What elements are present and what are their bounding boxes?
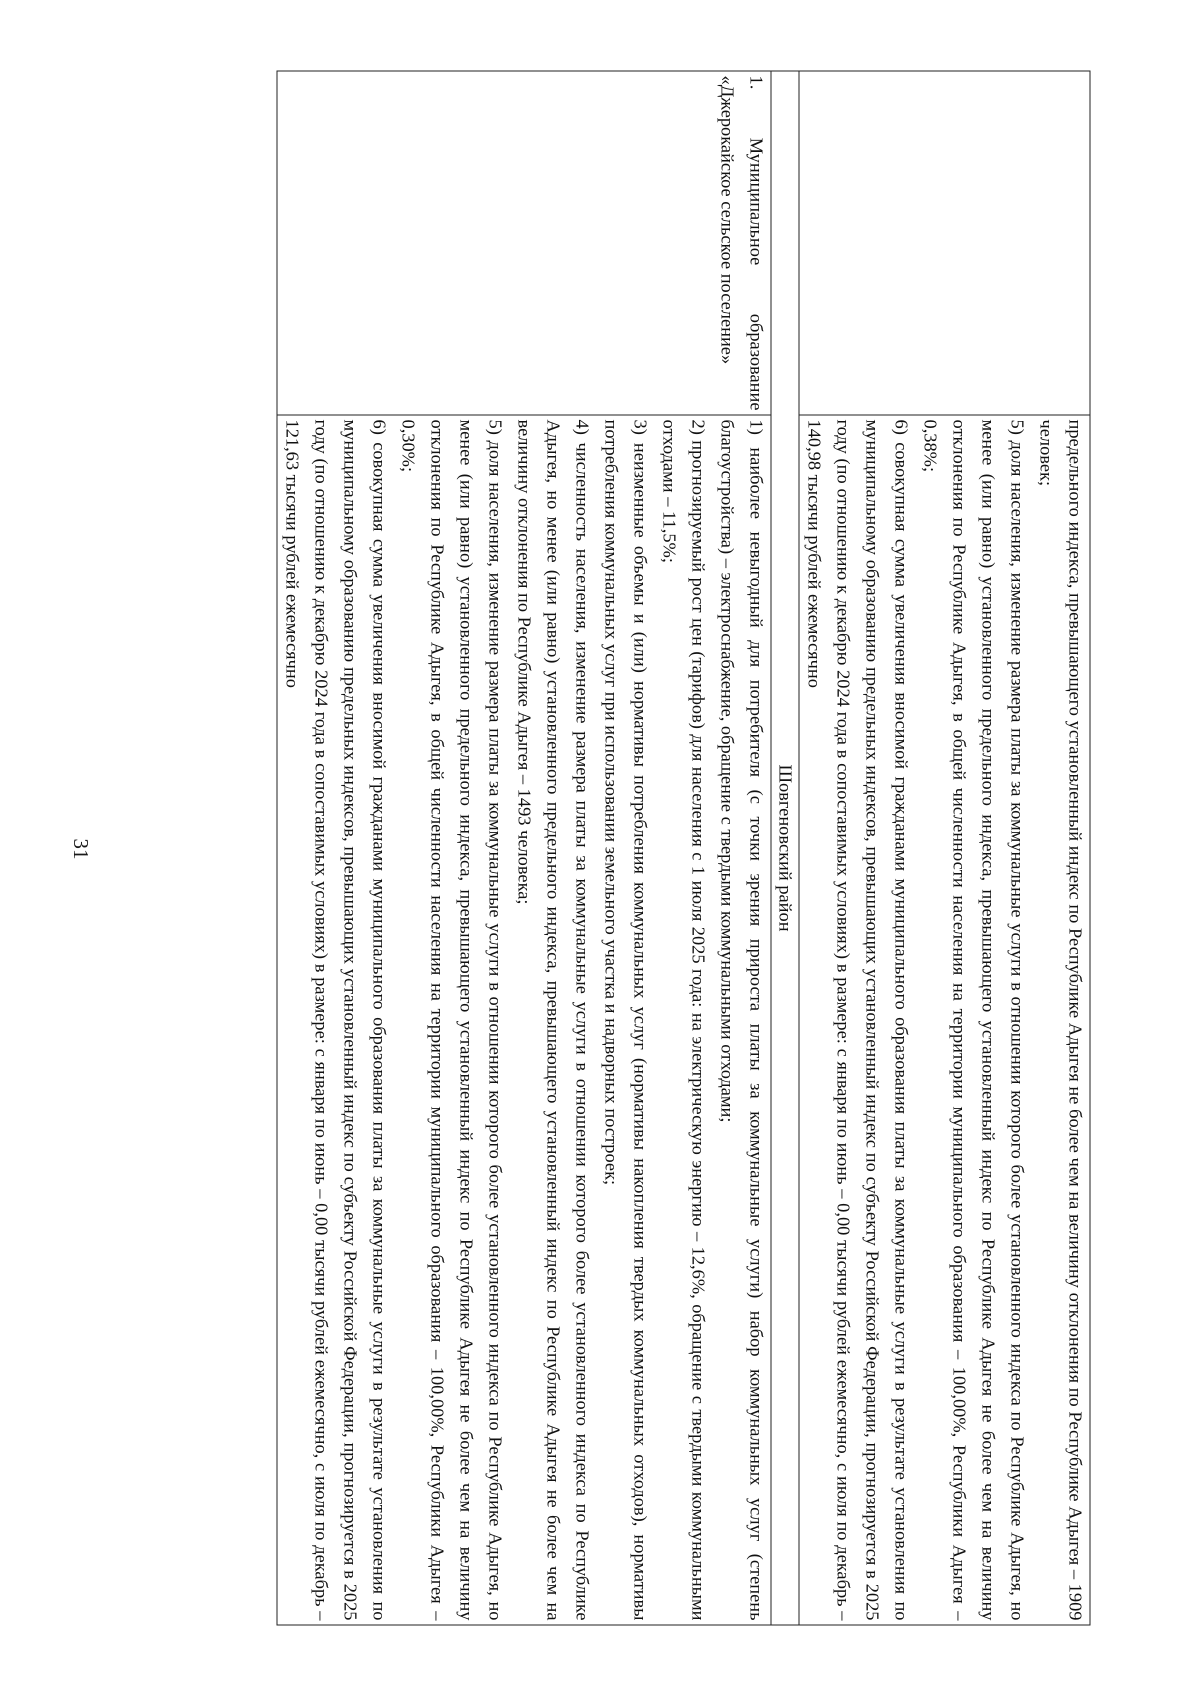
municipality-cell-empty <box>799 71 1090 415</box>
indicator-paragraph: 4) численность населения, изменение размера платы за коммунальные услуги в отношении которого более установленного индекса по Республике Адыгея, но менее (или равно) установленного предельного индекса, превышающего установленный индекс по Республике Адыгея не более чем на величину отклонения по Республике Адыгея – 1493 человека; <box>514 419 593 1621</box>
forecast-table <box>277 71 1091 1626</box>
page-number: 31 <box>69 838 93 860</box>
indicator-paragraph: 6) совокупная сумма увеличения вносимой гражданами муниципального образования платы за коммунальные услуги в результате установления по муниципальному образованию предельных индексов, превышающих установленный индекс по субъекту Российской Федерации, прогнозируется в 2025 году (по отношению к декабрю 2024 года в сопоставимых условиях) в размере: с января по июнь – 0,00 тысячи рублей ежемесячно, с июля по декабрь – 140,98 тысячи рублей ежемесячно <box>804 419 912 1621</box>
indicator-paragraph: 2) прогнозируемый рост цен (тарифов) для населения с 1 июля 2025 года: на электрическую энергию – 12,6%, обращение с твердыми коммунальными отходами – 11,5%; <box>659 419 709 1621</box>
municipality-name-cell: 1. Муниципальное образование «Джерокайское сельское поселение» <box>277 71 771 415</box>
table-row-municipality <box>277 71 771 1625</box>
indicators-cell-continuation <box>799 415 1090 1625</box>
district-header: Шовгеновский район <box>771 71 799 1625</box>
table-row-continuation <box>799 71 1090 1625</box>
indicator-paragraph: предельного индекса, превышающего установленный индекс по Республике Адыгея не более чем на величину отклонения по Республике Адыгея – 1909 человек; <box>1036 419 1086 1621</box>
indicators-cell <box>277 415 771 1625</box>
indicator-paragraph: 5) доля населения, изменение размера платы за коммунальные услуги в отношении которого более установленного индекса по Республике Адыгея, но менее (или равно) установленного предельного индекса, превышающего установленный индекс по Республике Адыгея не более чем на величину отклонения по Республике Адыгея, в общей численности населения на территории муниципального образования – 100,00%, Республики Адыгея – 0,30%; <box>398 419 506 1621</box>
rotated-table-container <box>111 71 1091 1626</box>
indicator-paragraph: 3) неизменные объемы и (или) нормативы потребления коммунальных услуг (нормативы накопления твердых коммунальных отходов), нормативы потребления коммунальных услуг при использовании земельного участка и надворных построек; <box>601 419 651 1621</box>
district-header-row <box>771 71 799 1625</box>
indicator-paragraph: 1) наиболее невыгодный для потребителя (с точки зрения прироста платы за коммунальные услуги) набор коммунальных услуг (степень благоустройства) – электроснабжение, обращение с твердыми коммунальными отходами; <box>717 419 767 1621</box>
indicator-paragraph: 5) доля населения, изменение размера платы за коммунальные услуги в отношении которого более установленного индекса по Республике Адыгея, но менее (или равно) установленного предельного индекса, превышающего установленный индекс по Республике Адыгея не более чем на величину отклонения по Республике Адыгея, в общей численности населения на территории муниципального образования – 100,00%, Республики Адыгея – 0,38%; <box>920 419 1028 1621</box>
indicator-paragraph: 6) совокупная сумма увеличения вносимой гражданами муниципального образования платы за коммунальные услуги в результате установления по муниципальному образованию предельных индексов, превышающих установленный индекс по субъекту Российской Федерации, прогнозируется в 2025 году (по отношению к декабрю 2024 года в сопоставимых условиях) в размере: с января по июнь – 0,00 тысячи рублей ежемесячно, с июля по декабрь – 121,63 тысячи рублей ежемесячно <box>282 419 390 1621</box>
